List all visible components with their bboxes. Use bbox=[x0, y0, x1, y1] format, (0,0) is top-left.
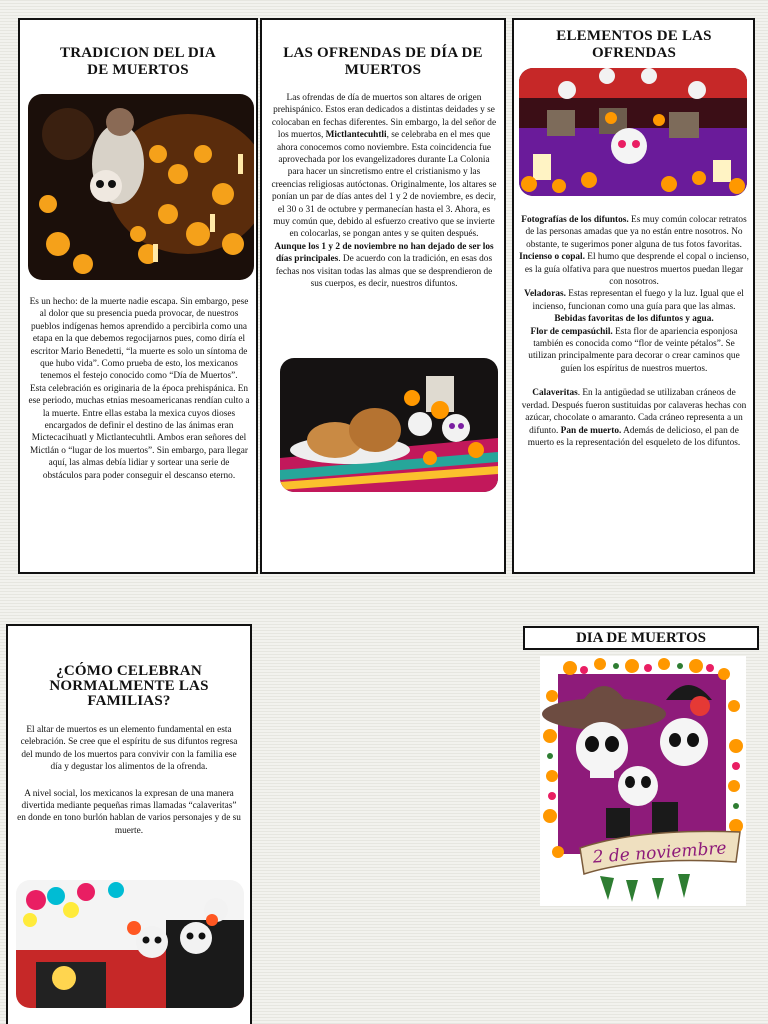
item-text: Esta flor de apariencia esponjosa también es conocida como “flor de veinte pétalos”. Se utilizan principalmente para decorar o crear caminos que guíen los espíritus de nuestros muertos. bbox=[528, 326, 740, 374]
bold-term: Aunque los 1 y 2 de noviembre no han dejado de ser los días principales bbox=[274, 241, 494, 265]
item-text: Es muy común colocar retratos de las personas amadas que ya no están entre nosotros. No obstante, te sugerimos poner alguna de tus fotos favoritas. bbox=[525, 215, 747, 250]
list-item bbox=[519, 214, 749, 251]
item-text: El humo que desprende el copal o incienso, es la guía olfativa para que nuestros muertos puedan llegar con nosotros. bbox=[524, 252, 749, 288]
paragraph bbox=[270, 92, 498, 241]
panel-title: ELEMENTOS DE LAS OFRENDAS bbox=[556, 28, 712, 61]
panel-elementos bbox=[512, 18, 755, 574]
poster-calaveras bbox=[540, 656, 746, 906]
panel3-body bbox=[519, 214, 749, 449]
cover-banner: DIA DE MUERTOS bbox=[523, 626, 759, 650]
list-item bbox=[519, 387, 749, 449]
item-text: . En la antigüedad se utilizaban cráneos de verdad. Después fueron sustituidas por calaveras hechas con azúcar, chocolate o amaranto. Cada cráneo representa a un difunto. bbox=[521, 388, 747, 436]
item-text: Estas representan el fuego y la luz. Igual que el incienso, funcionan como una guía para que las almas. bbox=[532, 289, 744, 312]
item-term: Flor de cempasúchil. bbox=[530, 326, 613, 337]
photo-ofrenda-altar bbox=[519, 68, 747, 196]
panel-title: LAS OFRENDAS DE DÍA DE MUERTOS bbox=[283, 45, 483, 78]
item-term: Veladoras. bbox=[524, 289, 566, 300]
item-term: Bebidas favoritas de los difuntos y agua. bbox=[554, 314, 714, 325]
list-item bbox=[519, 288, 749, 313]
item-term: Pan de muerto. bbox=[558, 425, 622, 436]
paragraph: Esta celebración es originaria de la época prehispánica. En ese periodo, muchas etnias mesoamericanas rendían culto a la muerte. Entre ellas estaba la mexica cuyos dioses encargados de definir el destino de las ánimas eran Mictecacihuatl y Mictlantecuhtli. Ambos eran señores del Mictlán o “lugar de los muertos”. Sin embargo, para llegar aquí, las almas debía lidiar y sortear una serie de obstáculos para poder conseguir el descanso eterno. bbox=[28, 383, 250, 481]
bold-term: Mictlantecuhtli bbox=[325, 130, 387, 141]
paragraph: El altar de muertos es un elemento fundamental en esta celebración. Se cree que el espíritu de sus difuntos regresa del mundo de los muertos para convivir con la familia ese día y degustar los alimentos de la ofrenda. bbox=[20, 725, 238, 773]
panel2-body bbox=[270, 92, 498, 291]
panel-tradicion bbox=[18, 18, 258, 574]
panel-title: ¿CÓMO CELEBRAN NORMALMENTE LAS FAMILIAS? bbox=[49, 663, 209, 709]
paragraph: Es un hecho: de la muerte nadie escapa. Sin embargo, pese al dolor que su presencia pueda provocar, de nuestros pueblos indígenas hemos aprendido a percibirla como una etapa en la que debemos regocijarnos pues, como diría el escritor Mario Benedetti, “la muerte es solo un síntoma de que hubo vida”. Como prueba de esto, los mexicanos tenemos el festejo conocido como “Día de Muertos”. bbox=[29, 297, 249, 382]
text-run: . De acuerdo con la tradición, en esas dos fechas nos visitan todas las almas que se desprendieron de sus cuerpos, es decir, nuestros difuntos. bbox=[275, 254, 493, 290]
item-term: Fotografías de los difuntos. bbox=[521, 215, 629, 225]
panel-como-celebran bbox=[6, 624, 252, 1024]
panel-title: TRADICION DEL DIA DE MUERTOS bbox=[60, 45, 216, 78]
paragraph bbox=[270, 241, 498, 291]
item-text: Además de delicioso, el pan de muerto es la representación del esqueleto de los difuntos. bbox=[527, 425, 741, 448]
photo-altar-woman bbox=[28, 94, 254, 280]
list-item bbox=[519, 251, 749, 288]
panel4-body bbox=[16, 724, 242, 837]
item-term: Calaveritas bbox=[532, 388, 578, 399]
list-item bbox=[519, 313, 749, 325]
panel1-body bbox=[28, 296, 250, 482]
item-term: Incienso o copal. bbox=[519, 252, 585, 263]
photo-catrinas bbox=[16, 880, 244, 1008]
text-run: , se celebraba en el mes que ahora conocemos como noviembre. Esta coincidencia fue aprovechada por los evangelizadores durante La Colonia para hacer un sincretismo entre el cristianismo y las creencias religiosas autóctonas. Originalmente, los altares se ponían un par de días antes del 1 y 2 de noviembre, es decir, el 30 o 31 de octubre y permanecían hasta el 3. Ahora, es muy común que, debido al esfuerzo creativo que se invierte en colocarlas, se pongan antes y se quiten después. bbox=[271, 130, 497, 240]
paragraph: A nivel social, los mexicanos la expresan de una manera divertida mediante pequeñas rimas llamadas “calaveritas” en donde en tono burlón hablan de varios personajes y de su muerte. bbox=[17, 788, 241, 836]
list-item bbox=[519, 326, 749, 376]
poster-text: 2 de noviembre bbox=[592, 838, 728, 868]
photo-pan-de-muerto bbox=[280, 358, 498, 492]
panel-ofrendas bbox=[260, 18, 506, 574]
text-run: Las ofrendas de día de muertos son altares de origen prehispánico. Estos eran dedicados a distintas deidades y se colocaban en fechas diferentes. Sin embargo, la del señor de los muertos, bbox=[271, 93, 497, 141]
